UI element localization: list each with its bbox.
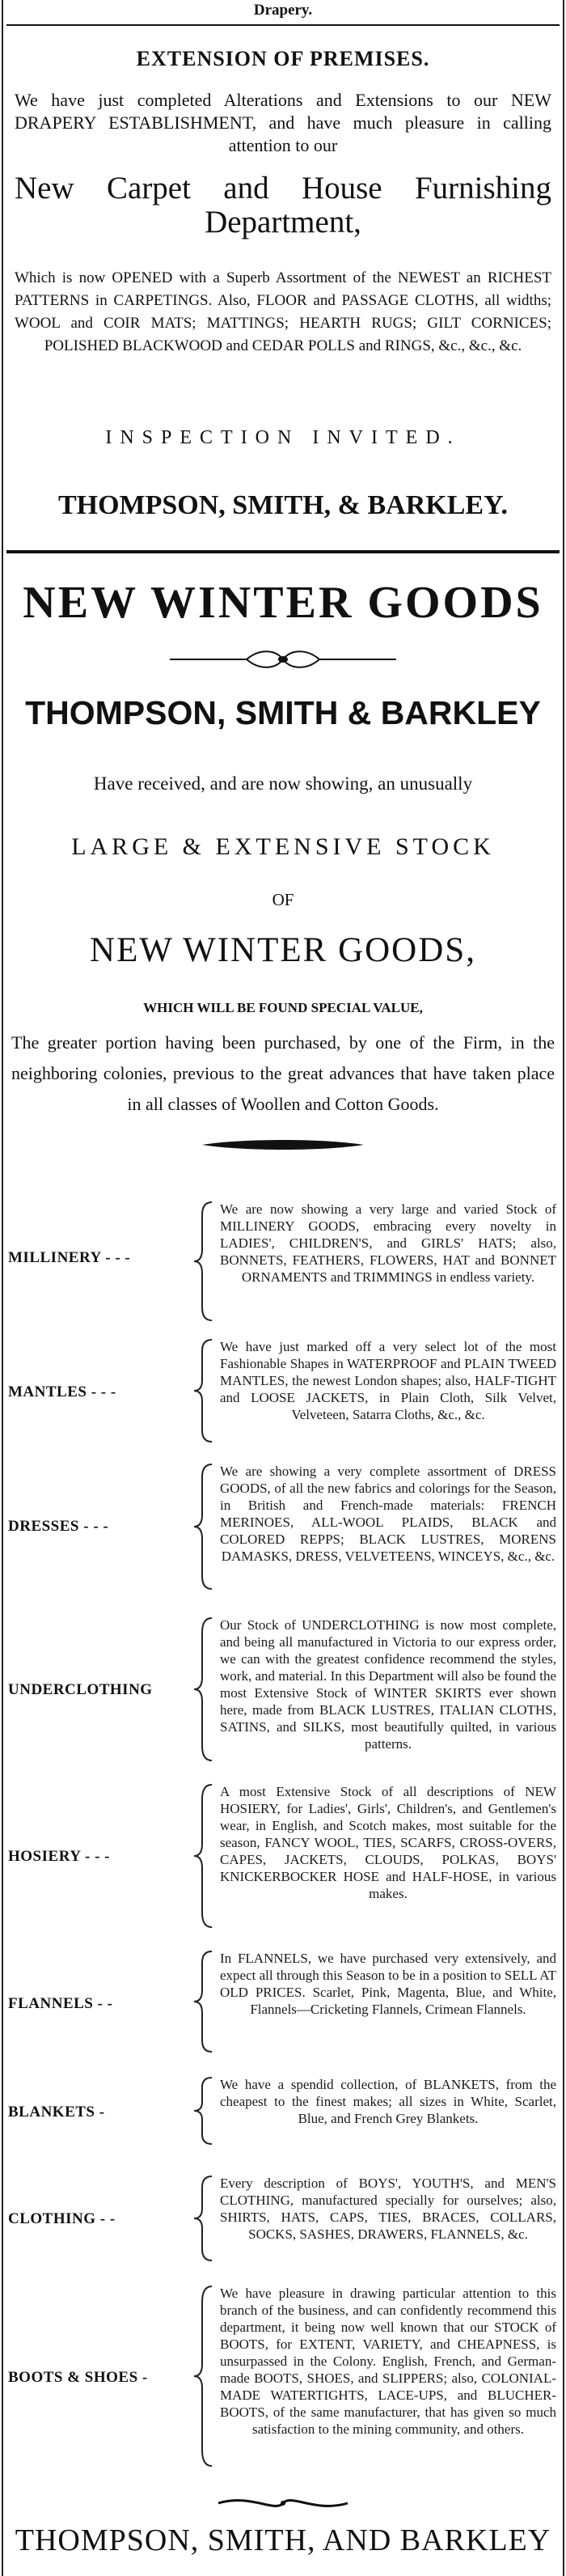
ad2-firm: THOMPSON, SMITH & BARKLEY	[25, 694, 541, 731]
ad1-heading: New Carpet and House Furnishing Department,	[15, 171, 551, 239]
section-text: We have just marked off a very select lot of the most Fashionable Shapes in WATERPROOF and PLAIN TWEED MANTLES, the newest London shapes; also, HALF-TIGHT and LOOSE JACKETS, in Plain Cloth, Silk Velvet, Velveteen, Satarra Cloths, &c., &c.	[220, 1339, 556, 1422]
brace-icon	[191, 2175, 215, 2262]
ornament-flourish-icon	[170, 647, 396, 672]
section-text: A most Extensive Stock of all descriptions of NEW HOSIERY, for Ladies', Girls', Children's, and Gentlemen's wear, in English, and Scotch makes, most suitable for the season, FANCY WOOL, TIES, SCARFS, CROSS-OVERS, CAPES, JACKETS, CLOUDS, POLKAS, BOYS' KNICKERBOCKER HOSE and HALF-HOSE, in various makes.	[220, 1784, 556, 1901]
ad1-intro: We have just completed Alterations and Extensions to our NEW DRAPERY ESTABLISHMENT, and have much pleasure in calling attention to our	[15, 90, 551, 155]
brace-icon	[191, 1463, 215, 1591]
brace-icon	[191, 2076, 215, 2146]
ornament-dash-icon	[194, 1135, 372, 1155]
section-hosiery	[0, 1783, 566, 1929]
section-underclothing	[0, 1616, 566, 1762]
section-boots-shoes	[0, 2285, 566, 2468]
section-label: CLOTHING - -	[8, 2210, 116, 2227]
brace-icon	[191, 1201, 215, 1322]
section-flannels	[0, 1950, 566, 2053]
section-text: Every description of BOYS', YOUTH'S, and MEN'S CLOTHING, manufactured specially for ourselves; also, SHIRTS, HATS, CAPS, TIES, BRACES, COLLARS, SOCKS, SASHES, DRAWERS, FLANNELS, &c.	[220, 2176, 556, 2242]
section-label: BOOTS & SHOES -	[8, 2369, 148, 2386]
brace-icon	[191, 2285, 215, 2468]
ornament-swash-icon	[210, 2493, 356, 2513]
section-mantles	[0, 1338, 566, 1445]
brace-icon	[191, 1616, 215, 1762]
section-header: Drapery.	[253, 2, 313, 19]
brace-icon	[191, 1338, 215, 1443]
brace-icon	[191, 1950, 215, 2053]
section-millinery	[0, 1201, 566, 1322]
ad2-goods: NEW WINTER GOODS,	[90, 931, 476, 969]
ad1-body: Which is now OPENED with a Superb Assortment of the NEWEST an RICHEST PATTERNS in CARPETINGS. Also, FLOOR and PASSAGE CLOTHS, all widths; WOOL and COIR MATS; MATTINGS; HEARTH RUGS; GILT CORNICES; POLISHED BLACKWOOD and CEDAR POLLS and RINGS, &c., &c., &c.	[15, 269, 551, 354]
ad2-received: Have received, and are now showing, an unusually	[93, 773, 473, 794]
section-label: MANTLES - - -	[8, 1383, 116, 1400]
ad1-invite: INSPECTION INVITED.	[105, 427, 461, 448]
section-text: Our Stock of UNDERCLOTHING is now most complete, and being all manufactured in Victoria to our express order, we can with the greatest confidence recommend the styles, work, and material. In this Department will also be found the most Extensive Stock of WINTER SKIRTS ever shown here, made from BLACK LUSTRES, ITALIAN CLOTHS, SATINS, and SILKS, most beautifully quilted, in various patterns.	[220, 1617, 556, 1752]
ad1-firm: THOMPSON, SMITH, & BARKLEY.	[57, 490, 509, 520]
section-text: We have pleasure in drawing particular attention to this branch of the business, and can confidently recommend this department, it being now well known that our STOCK of BOOTS, for EXTENT, VARIETY, and CHEAPNESS, is unsurpassed in the Colony. English, French, and German-made BOOTS, SHOES, and SLIPPERS; also, COLONIAL-MADE WATERTIGHTS, LACE-UPS, and BLUCHER-BOOTS, of the same manufacturer, that has given so much satisfaction to the mining community, and others.	[220, 2286, 556, 2437]
brace-icon	[191, 1783, 215, 1929]
section-text: In FLANNELS, we have purchased very extensively, and expect all through this Season to be in a position to SELL AT OLD PRICES. Scarlet, Pink, Magenta, Blue, and White, Flannels—Cricketing Flannels, Crimean Flannels.	[220, 1951, 556, 2017]
section-label: DRESSES - - -	[8, 1518, 109, 1535]
section-label: BLANKETS -	[8, 2104, 105, 2121]
section-dresses	[0, 1463, 566, 1591]
ad2-footer-firm: THOMPSON, SMITH, AND BARKLEY	[15, 2523, 551, 2557]
ad2-value: WHICH WILL BE FOUND SPECIAL VALUE,	[143, 1000, 423, 1015]
section-label: FLANNELS - -	[8, 1995, 113, 2012]
ad2-purchase: The greater portion having been purchased, by one of the Firm, in the neighboring colonies, previous to the great advances that have taken place in all classes of Woollen and Cotton Goods.	[11, 1032, 555, 1114]
ad-divider-rule	[6, 550, 560, 553]
ad2-title: NEW WINTER GOODS	[23, 578, 543, 628]
section-blankets	[0, 2076, 566, 2146]
section-text: We have a spendid collection, of BLANKETS, from the cheapest to the finest makes; all sizes in White, Scarlet, Blue, and French Grey Blankets.	[220, 2077, 556, 2126]
ad1-title: EXTENSION OF PREMISES.	[136, 47, 430, 70]
ad2-of: OF	[272, 890, 294, 909]
ad2-stock: LARGE & EXTENSIVE STOCK	[71, 833, 495, 860]
section-label: HOSIERY - - -	[8, 1848, 110, 1865]
section-label: MILLINERY - - -	[8, 1249, 131, 1266]
header-rule	[6, 24, 560, 26]
section-clothing	[0, 2175, 566, 2262]
section-label: UNDERCLOTHING	[8, 1681, 153, 1698]
section-text: We are now showing a very large and varied Stock of MILLINERY GOODS, embracing every novelty in LADIES', CHILDREN'S, and GIRLS' HATS; also, BONNETS, FEATHERS, FLOWERS, HAT and BONNET ORNAMENTS and TRIMMINGS in endless variety.	[220, 1201, 556, 1285]
section-text: We are showing a very complete assortment of DRESS GOODS, of all the new fabrics and colorings for the Season, in British and French-made materials: FRENCH MERINOES, ALL-WOOL PLAIDS, BLACK and COLORED REPPS; BLACK LUSTRES, MORENS DAMASKS, DRESS, VELVETEENS, WINCEYS, &c., &c.	[220, 1464, 556, 1564]
